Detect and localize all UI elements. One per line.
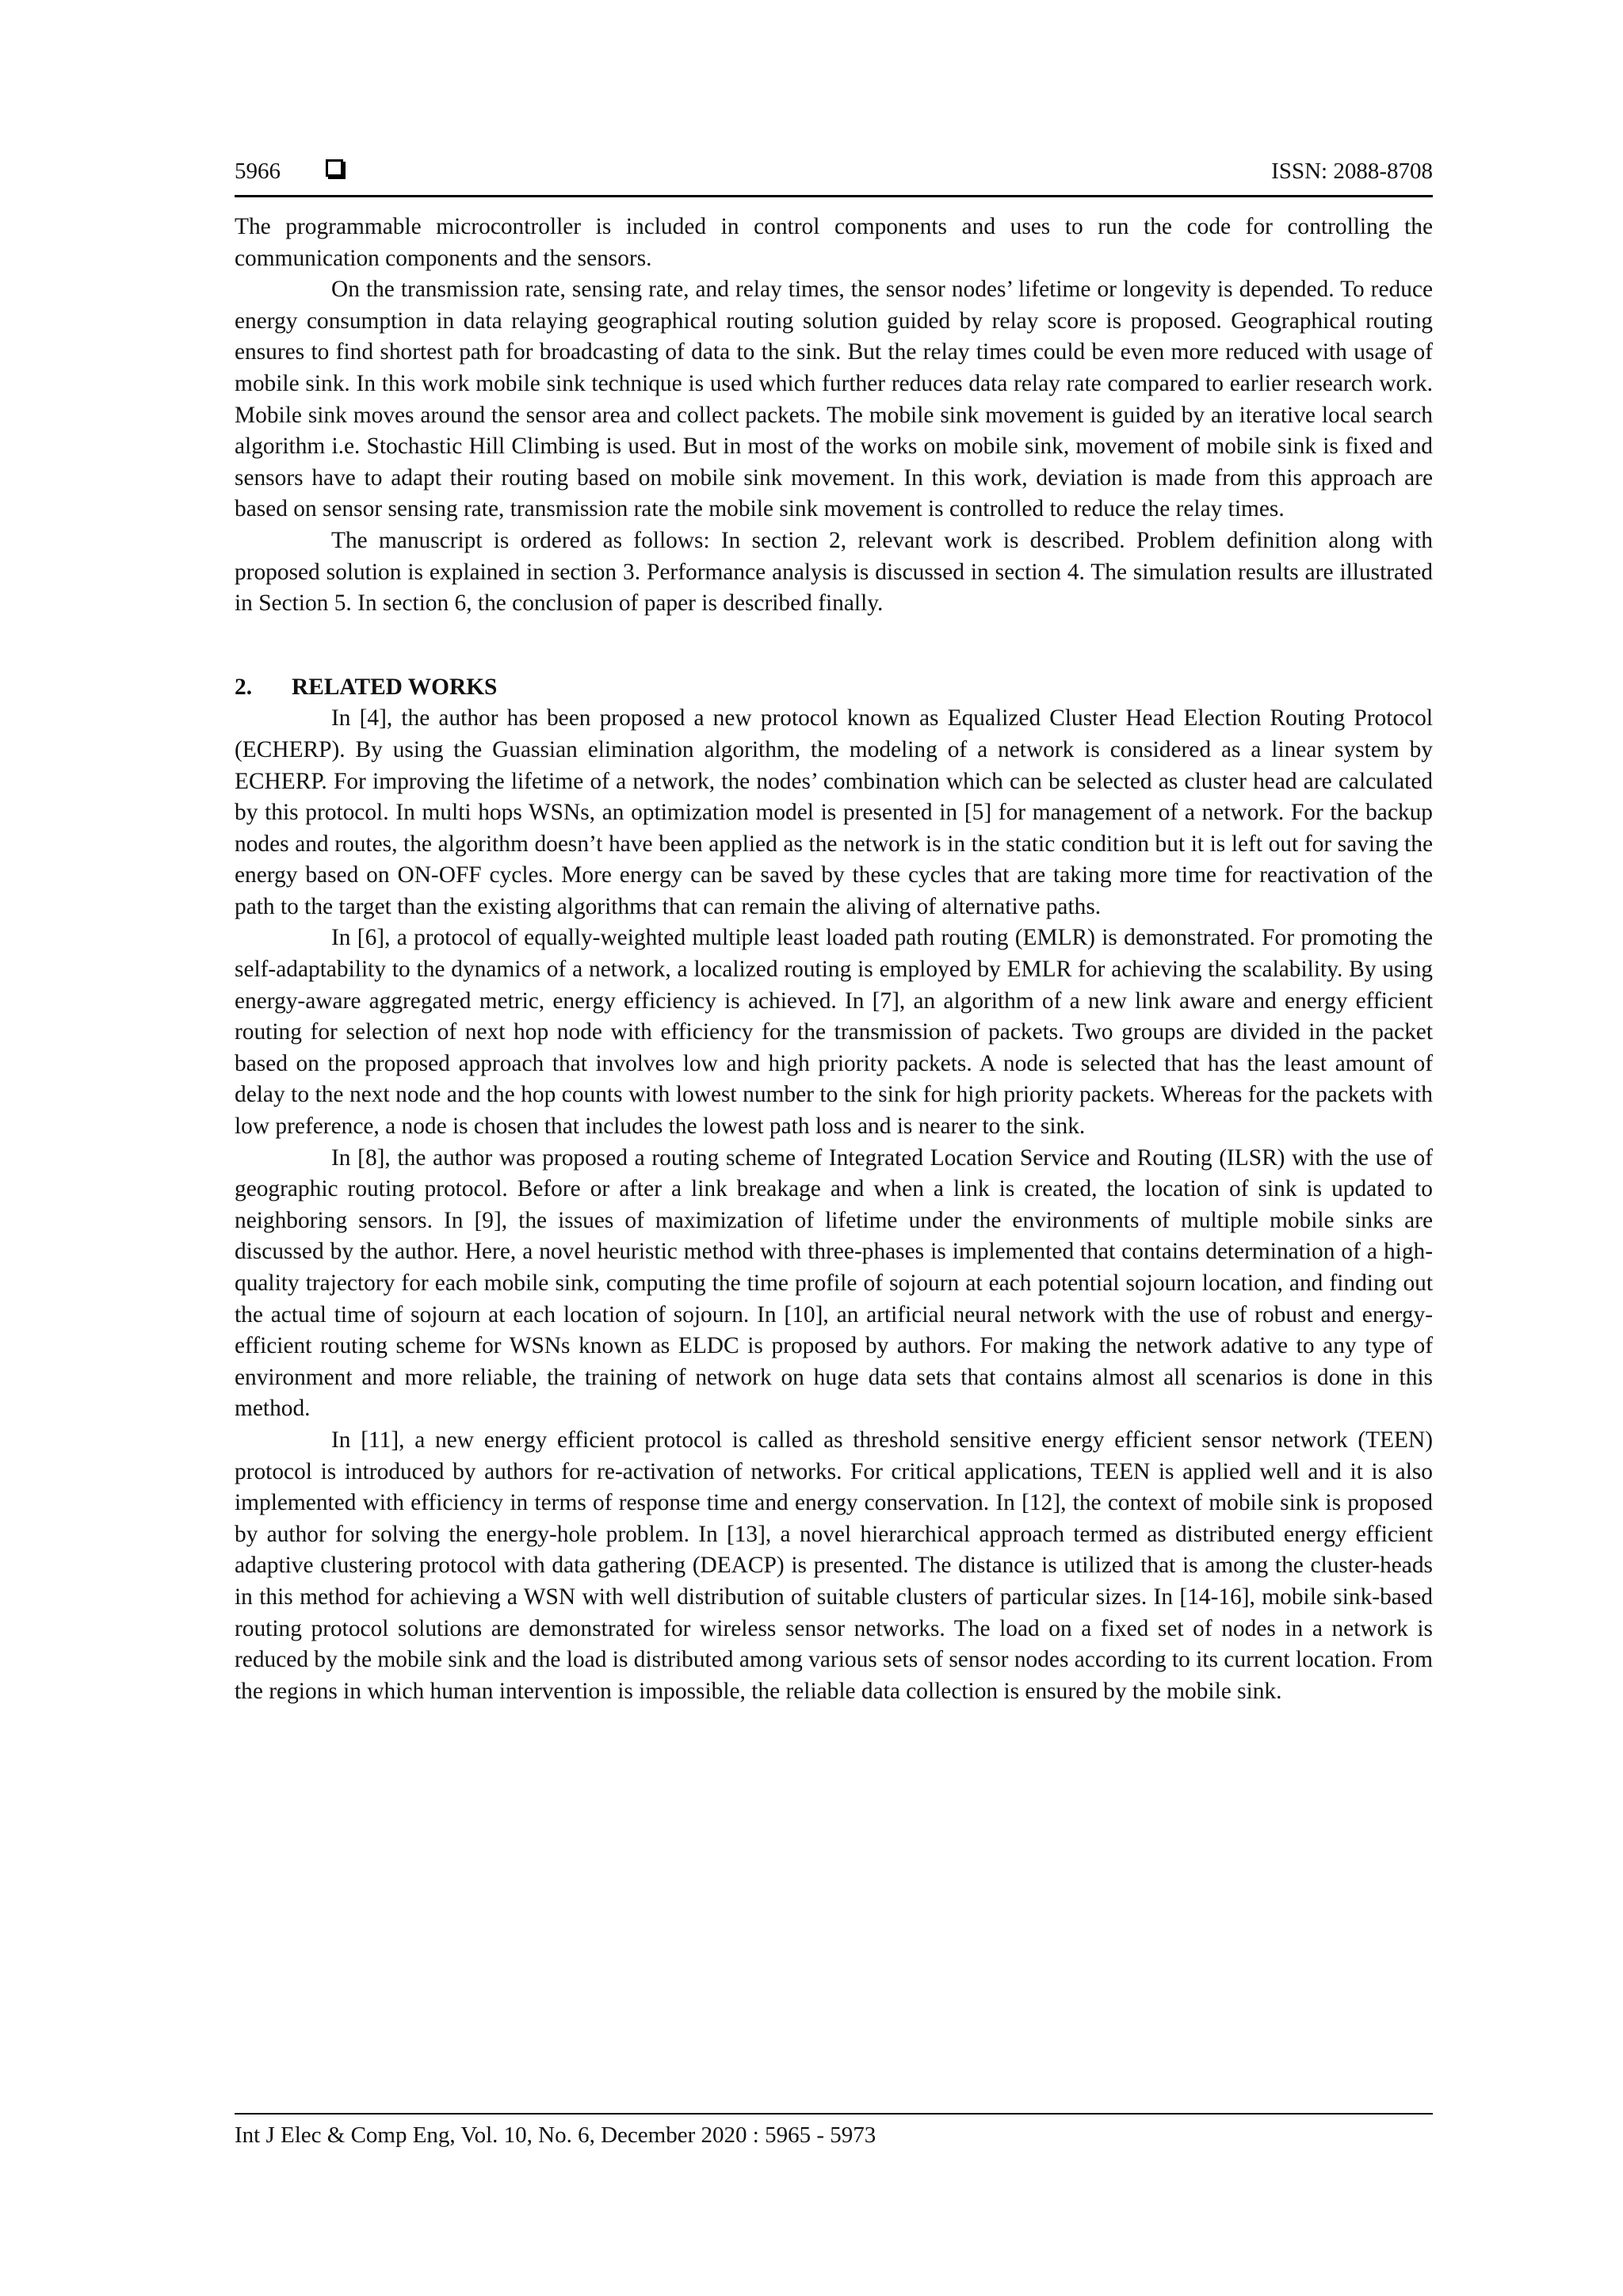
paragraph-related-4: In [11], a new energy efficient protocol is called as threshold sensitive energy efficient sensor network (TEEN) protocol is introduced by authors for re-activation of networks. For critical applications, TEEN is applied well and it is also implemented with efficiency in terms of response time and energy conservation. In [12], the context of mobile sink is proposed by author for solving the energy-hole problem. In [13], a novel hierarchical approach termed as distributed energy efficient adaptive clustering protocol with data gathering (DEACP) is presented. The distance is utilized that is among the cluster-heads in this method for achieving a WSN with well distribution of suitable clusters of particular sizes. In [14-16], mobile sink-based routing protocol solutions are demonstrated for wireless sensor networks. The load on a fixed set of nodes in a network is reduced by the mobile sink and the load is distributed among various sets of sensor nodes according to its current location. From the regions in which human intervention is impossible, the reliable data collection is ensured by the mobile sink. <box>235 1427 1433 1704</box>
body-text <box>235 212 1433 1707</box>
page-footer <box>235 2113 1433 2149</box>
paragraph-related-3: In [8], the author was proposed a routing scheme of Integrated Location Service and Routing (ILSR) with the use of geographic routing protocol. Before or after a link breakage and when a link is created, the location of sink is updated to neighboring sensors. In [9], the issues of maximization of lifetime under the environments of multiple mobile sinks are discussed by the author. Here, a novel heuristic method with three-phases is implemented that contains determination of a high-quality trajectory for each mobile sink, computing the time profile of sojourn at each potential sojourn location, and finding out the actual time of sojourn at each location of sojourn. In [10], an artificial neural network with the use of robust and energy-efficient routing scheme for WSNs known as ELDC is proposed by authors. For making the network adative to any type of environment and more reliable, the training of network on huge data sets that contains almost all scenarios is done in this method. <box>235 1144 1433 1422</box>
journal-citation: Int J Elec & Comp Eng, Vol. 10, No. 6, December 2020 : 5965 - 5973 <box>235 2122 876 2148</box>
section-number: 2. <box>235 674 253 700</box>
section-heading <box>235 672 1433 704</box>
paragraph-intro-1: The programmable microcontroller is included in control components and uses to run the code for controlling the communication components and the sensors. <box>235 214 1433 271</box>
issn: ISSN: 2088-8708 <box>1271 159 1433 184</box>
page-header <box>235 151 1433 197</box>
page-number: 5966 <box>235 159 281 184</box>
paragraph-related-2: In [6], a protocol of equally-weighted multiple least loaded path routing (EMLR) is demonstrated. For promoting the self-adaptability to the dynamics of a network, a localized routing is employed by EMLR for achieving the scalability. By using energy-aware aggregated metric, energy efficiency is achieved. In [7], an algorithm of a new link aware and energy efficient routing for selection of next hop node with efficiency for the transmission of packets. Two groups are divided in the packet based on the proposed approach that involves low and high priority packets. A node is selected that has the least amount of delay to the next node and the hop counts with lowest number to the sink for high priority packets. Whereas for the packets with low preference, a node is chosen that includes the lowest path loss and is nearer to the sink. <box>235 925 1433 1140</box>
paragraph-related-1: In [4], the author has been proposed a new protocol known as Equalized Cluster Head Election Routing Protocol (ECHERP). By using the Guassian elimination algorithm, the modeling of a network is considered as a linear system by ECHERP. For improving the lifetime of a network, the nodes’ combination which can be selected as cluster head are calculated by this protocol. In multi hops WSNs, an optimization model is presented in [5] for management of a network. For the backup nodes and routes, the algorithm doesn’t have been applied as the network is in the static condition but it is left out for saving the energy based on ON-OFF cycles. More energy can be saved by these cycles that are taking more time for reactivation of the path to the target than the existing algorithms that can remain the aliving of alternative paths. <box>235 705 1433 919</box>
paragraph-intro-2: On the transmission rate, sensing rate, and relay times, the sensor nodes’ lifetime or longevity is depended. To reduce energy consumption in data relaying geographical routing solution guided by relay score is proposed. Geographical routing ensures to find shortest path for broadcasting of data to the sink. But the relay times could be even more reduced with usage of mobile sink. In this work mobile sink technique is used which further reduces data relay rate compared to earlier research work. Mobile sink moves around the sensor area and collect packets. The mobile sink movement is guided by an iterative local search algorithm i.e. Stochastic Hill Climbing is used. But in most of the works on mobile sink, movement of mobile sink is fixed and sensors have to adapt their routing based on mobile sink movement. In this work, deviation is made from this approach are based on sensor sensing rate, transmission rate the mobile sink movement is controlled to reduce the relay times. <box>235 277 1433 522</box>
page <box>235 151 1433 1707</box>
section-title: RELATED WORKS <box>292 674 498 700</box>
paragraph-intro-3: The manuscript is ordered as follows: In section 2, relevant work is described. Problem definition along with proposed solution is explained in section 3. Performance analysis is discussed in section 4. The simulation results are illustrated in Section 5. In section 6, the conclusion of paper is described finally. <box>235 527 1433 617</box>
square-bullet-icon <box>326 159 343 177</box>
